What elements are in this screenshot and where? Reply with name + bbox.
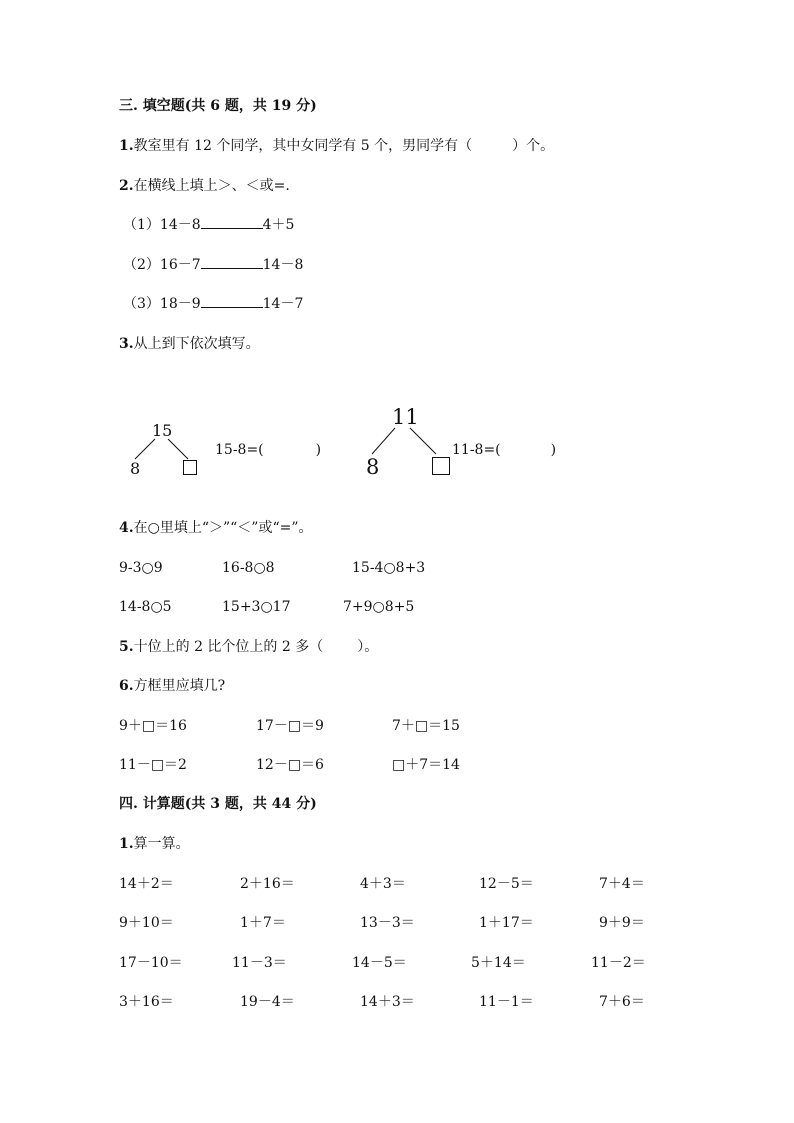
calc-item[interactable]: 9＋10＝ — [119, 915, 174, 931]
compare-circle-item[interactable]: 7+9○8+5 — [343, 599, 415, 615]
calc-item[interactable]: 1＋7＝ — [240, 915, 286, 931]
box-equation[interactable]: 12－□＝6 — [256, 757, 324, 773]
question-text-end: ）。 — [357, 639, 379, 655]
compare-circle-item[interactable]: 15+3○17 — [222, 599, 291, 615]
question-number: 2. — [119, 178, 134, 194]
box-equation[interactable]: 11－□＝2 — [119, 757, 187, 773]
tree1-right-branch — [168, 439, 188, 459]
compare-circle-item[interactable]: 16-8○8 — [222, 560, 275, 576]
compare-right: 4＋5 — [262, 217, 295, 233]
question-6 — [119, 677, 225, 695]
calc-item[interactable]: 11－3＝ — [232, 955, 287, 971]
calc-item[interactable]: 17－10＝ — [119, 955, 183, 971]
compare-circle-item[interactable]: 15-4○8+3 — [352, 560, 426, 576]
calc-item[interactable]: 14＋3＝ — [360, 994, 415, 1010]
tree2-equation — [452, 441, 556, 459]
equation-end: ) — [315, 442, 322, 458]
tree1-equation — [215, 441, 321, 459]
compare-right: 14－8 — [262, 257, 304, 273]
compare-right: 14－7 — [262, 296, 304, 312]
compare-left: （1）14－8 — [123, 217, 201, 233]
question-text: 十位上的 2 比个位上的 2 多（ — [133, 639, 324, 655]
tree2-left-branch — [372, 428, 395, 454]
calc-item[interactable]: 13－3＝ — [360, 915, 415, 931]
question-text: 方框里应填几? — [133, 678, 226, 694]
box-equation[interactable]: 17－□＝9 — [256, 718, 324, 734]
calc-item[interactable]: 7＋6＝ — [599, 994, 645, 1010]
calc-item[interactable]: 7＋4＝ — [599, 876, 645, 892]
question-text: 在○里填上“＞”“＜”或“=”。 — [133, 520, 313, 536]
question-number: 1. — [119, 138, 134, 154]
question-text-end: ）个。 — [512, 138, 555, 154]
tree2-answer-box[interactable] — [432, 457, 450, 475]
question-number: 1. — [119, 836, 134, 852]
question-text: 教室里有 12 个同学，其中女同学有 5 个，男同学有（ — [133, 138, 473, 154]
compare-circle-item[interactable]: 14-8○5 — [119, 599, 172, 615]
tree1-answer-box[interactable] — [183, 460, 197, 475]
equation-text: 11-8=( — [452, 442, 501, 458]
question-number: 4. — [119, 520, 134, 536]
calc-item[interactable]: 3＋16＝ — [119, 994, 174, 1010]
question-number: 6. — [119, 678, 134, 694]
tree1-left-branch — [135, 439, 155, 459]
compare-circle-item[interactable]: 9-3○9 — [119, 560, 163, 576]
calc-item[interactable]: 2＋16＝ — [240, 876, 295, 892]
tree1-top-number: 15 — [152, 421, 173, 440]
box-equation[interactable]: 9＋□＝16 — [119, 718, 187, 734]
section-4-heading: 四. 计算题(共 3 题，共 44 分) — [119, 796, 317, 812]
calc-item[interactable]: 5＋14＝ — [471, 955, 526, 971]
calc-item[interactable]: 19－4＝ — [240, 994, 295, 1010]
tree2-left-number: 8 — [366, 455, 380, 479]
box-equation[interactable]: 7＋□＝15 — [392, 718, 460, 734]
calc-item[interactable]: 11－1＝ — [479, 994, 534, 1010]
section-3-heading: 三. 填空题(共 6 题，共 19 分) — [119, 98, 317, 114]
compare-left: （2）16－7 — [123, 257, 201, 273]
tree1-left-number: 8 — [130, 459, 141, 478]
question-text: 从上到下依次填写。 — [133, 336, 260, 352]
question-4-1 — [119, 835, 190, 853]
calc-item[interactable]: 4＋3＝ — [360, 876, 406, 892]
calc-item[interactable]: 14＋2＝ — [119, 876, 174, 892]
calc-item[interactable]: 9＋9＝ — [599, 915, 645, 931]
box-equation[interactable]: □＋7＝14 — [392, 757, 460, 773]
question-4 — [119, 519, 313, 537]
tree2-top-number: 11 — [392, 405, 419, 429]
calc-item[interactable]: 1＋17＝ — [479, 915, 534, 931]
calc-item[interactable]: 11－2＝ — [591, 955, 646, 971]
question-number: 3. — [119, 336, 134, 352]
question-5 — [119, 638, 378, 656]
equation-end: ) — [550, 442, 557, 458]
equation-text: 15-8=( — [215, 442, 264, 458]
compare-left: （3）18－9 — [123, 296, 201, 312]
question-number: 5. — [119, 639, 134, 655]
question-text: 算一算。 — [133, 836, 190, 852]
question-text: 在横线上填上＞、＜或=. — [133, 178, 290, 194]
calc-item[interactable]: 14－5＝ — [352, 955, 407, 971]
calc-item[interactable]: 12－5＝ — [479, 876, 534, 892]
tree2-right-branch — [410, 428, 436, 454]
